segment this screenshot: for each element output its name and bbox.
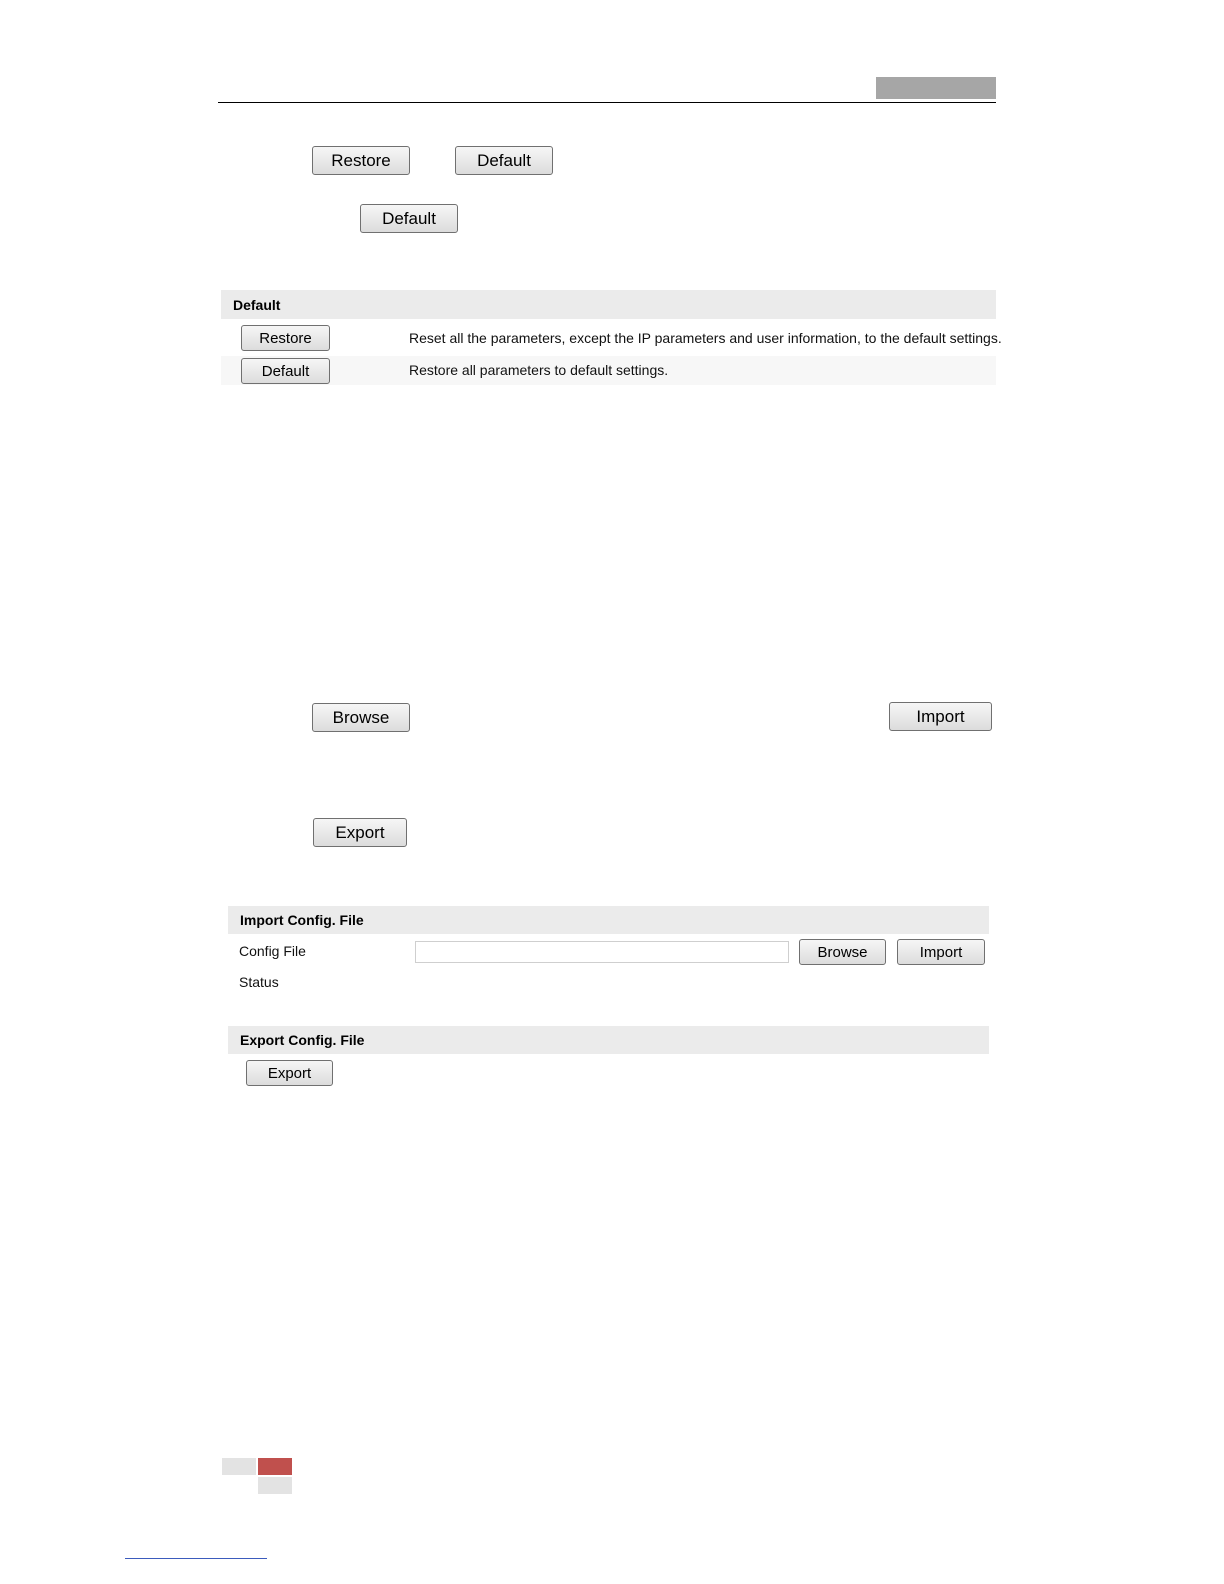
footer-block <box>222 1458 256 1475</box>
browse-button[interactable]: Browse <box>312 703 410 732</box>
default-button[interactable]: Default <box>455 146 553 175</box>
header-rule <box>218 102 996 103</box>
import-button[interactable]: Import <box>889 702 992 731</box>
panel-default-button[interactable]: Default <box>241 358 330 384</box>
footer-link-underline <box>125 1558 267 1559</box>
config-file-label: Config File <box>239 943 306 959</box>
status-label: Status <box>239 974 279 990</box>
config-file-input[interactable] <box>415 941 789 963</box>
panel-restore-button[interactable]: Restore <box>241 325 330 351</box>
export-button[interactable]: Export <box>313 818 407 847</box>
header-bar <box>876 77 996 99</box>
default-button-2[interactable]: Default <box>360 204 458 233</box>
default-panel-title: Default <box>221 290 996 319</box>
restore-description: Reset all the parameters, except the IP parameters and user information, to the default settings. <box>409 330 1002 346</box>
export-panel-title: Export Config. File <box>228 1026 989 1054</box>
footer-accent-block <box>258 1458 292 1475</box>
restore-button[interactable]: Restore <box>312 146 410 175</box>
panel-browse-button[interactable]: Browse <box>799 939 886 965</box>
panel-export-button[interactable]: Export <box>246 1060 333 1086</box>
panel-import-button[interactable]: Import <box>897 939 985 965</box>
default-description: Restore all parameters to default settings. <box>409 362 669 378</box>
footer-block-lower <box>258 1477 292 1494</box>
import-panel-title: Import Config. File <box>228 906 989 934</box>
